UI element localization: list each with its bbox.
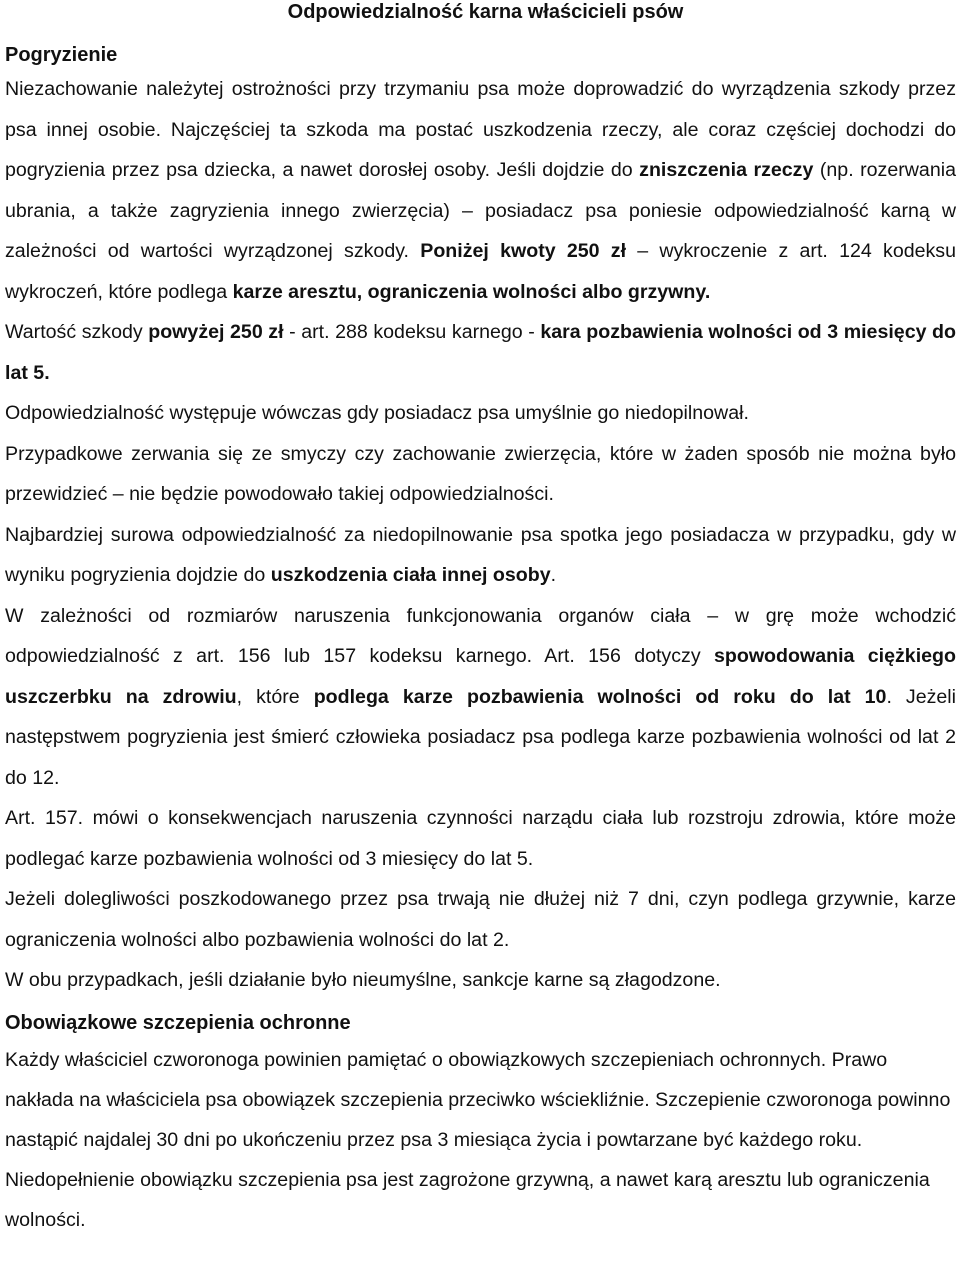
bold-text: kara pozbawienia wolności od 3 miesięcy do lat 5. xyxy=(5,321,956,384)
text-run: , które xyxy=(236,685,314,708)
bold-text: powyżej 250 zł xyxy=(148,321,284,343)
text-run: Niezachowanie należytej ostrożności przy trzymaniu psa może doprowadzić do wyrządzenia szkody przez psa innej osobie. Najczęściej ta szkoda ma postać uszkodzenia rzeczy, ale coraz częściej dochodzi do pogryzienia przez psa dziecka, a nawet dorosłej osoby. Jeśli dojdzie do xyxy=(5,78,956,181)
text-run: Art. 157. mówi o konsekwencjach naruszenia czynności narządu ciała lub rozstroju zdrowia, które może podlegać karze pozbawienia wolności od 3 miesięcy do lat 5. xyxy=(5,807,956,870)
document-title: Odpowiedzialność karna właścicieli psów xyxy=(287,1,684,23)
bold-text: uszkodzenia ciała innej osoby xyxy=(270,564,551,586)
paragraph xyxy=(5,69,956,312)
text-run: . xyxy=(550,564,557,586)
text-run: Najbardziej surowa odpowiedzialność za niedopilnowanie psa spotka jego posiadacza w przypadku, gdy w wyniku pogryzienia dojdzie do xyxy=(5,523,956,586)
text-run: . Jeżeli następstwem pogryzienia jest śmierć człowieka posiadacz psa podlega karze pozbawienia wolności od lat 2 do 12. xyxy=(5,685,956,789)
text-run: Wartość szkody xyxy=(5,321,149,343)
text-run: Każdy właściciel czworonoga powinien pamiętać o obowiązkowych szczepieniach ochronnych. Prawo nakłada na właściciela psa obowiązek szczepienia przeciwko wściekliźnie. Szczepienie czworonoga powinno nastąpić najdalej 30 dni po ukończeniu przez psa 3 miesiąca życia i powtarzane być każdego roku. Niedopełnienie obowiązku szczepienia psa jest zagrożone grzywną, a nawet karą aresztu lub ograniczenia wolności. xyxy=(5,1048,951,1231)
bold-text: Poniżej kwoty 250 zł xyxy=(420,240,627,262)
text-run: Odpowiedzialność występuje wówczas gdy posiadacz psa umyślnie go niedopilnował. xyxy=(5,402,749,424)
text-run: (np. rozerwania ubrania, a także zagryzienia innego zwierzęcia) – posiadacz psa poniesie odpowiedzialność karną w zależności od wartości wyrządzonej szkody. xyxy=(5,159,956,262)
bold-text: spowodowania ciężkiego uszczerbku na zdrowiu xyxy=(5,645,956,708)
paragraph xyxy=(5,1040,956,1240)
paragraph xyxy=(5,596,956,799)
text-run: W obu przypadkach, jeśli działanie było nieumyślne, sankcje karne są złagodzone. xyxy=(5,969,721,991)
section-heading-pogryzienie: Pogryzienie xyxy=(5,44,118,66)
paragraph xyxy=(5,393,956,434)
section-heading-szczepienia: Obowiązkowe szczepienia ochronne xyxy=(5,1011,351,1034)
paragraph xyxy=(5,798,956,879)
text-run: Jeżeli dolegliwości poszkodowanego przez psa trwają nie dłużej niż 7 dni, czyn podlega grzywnie, karze ograniczenia wolności albo pozbawienia wolności do lat 2. xyxy=(5,888,956,951)
paragraph xyxy=(5,879,956,960)
section-body-pogryzienie xyxy=(5,69,956,1001)
text-run: Przypadkowe zerwania się ze smyczy czy zachowanie zwierzęcia, które w żaden sposób nie można było przewidzieć – nie będzie powodowało takiej odpowiedzialności. xyxy=(5,442,956,505)
bold-text: zniszczenia rzeczy xyxy=(639,159,814,181)
paragraph xyxy=(5,312,956,393)
bold-text: podlega karze pozbawienia wolności od roku do lat 10 xyxy=(313,685,887,708)
text-run: – wykroczenie z art. 124 kodeksu wykroczeń, które podlega xyxy=(5,240,957,303)
paragraph xyxy=(5,960,956,1001)
bold-text: karze aresztu, ograniczenia wolności albo grzywny. xyxy=(232,280,711,303)
text-run: W zależności od rozmiarów naruszenia funkcjonowania organów ciała – w grę może wchodzić odpowiedzialność z art. 156 lub 157 kodeksu karnego. Art. 156 dotyczy xyxy=(5,604,956,667)
paragraph xyxy=(5,434,956,515)
text-run: - art. 288 kodeksu karnego - xyxy=(283,321,541,343)
section-body-szczepienia xyxy=(5,1040,956,1240)
paragraph xyxy=(5,515,956,596)
